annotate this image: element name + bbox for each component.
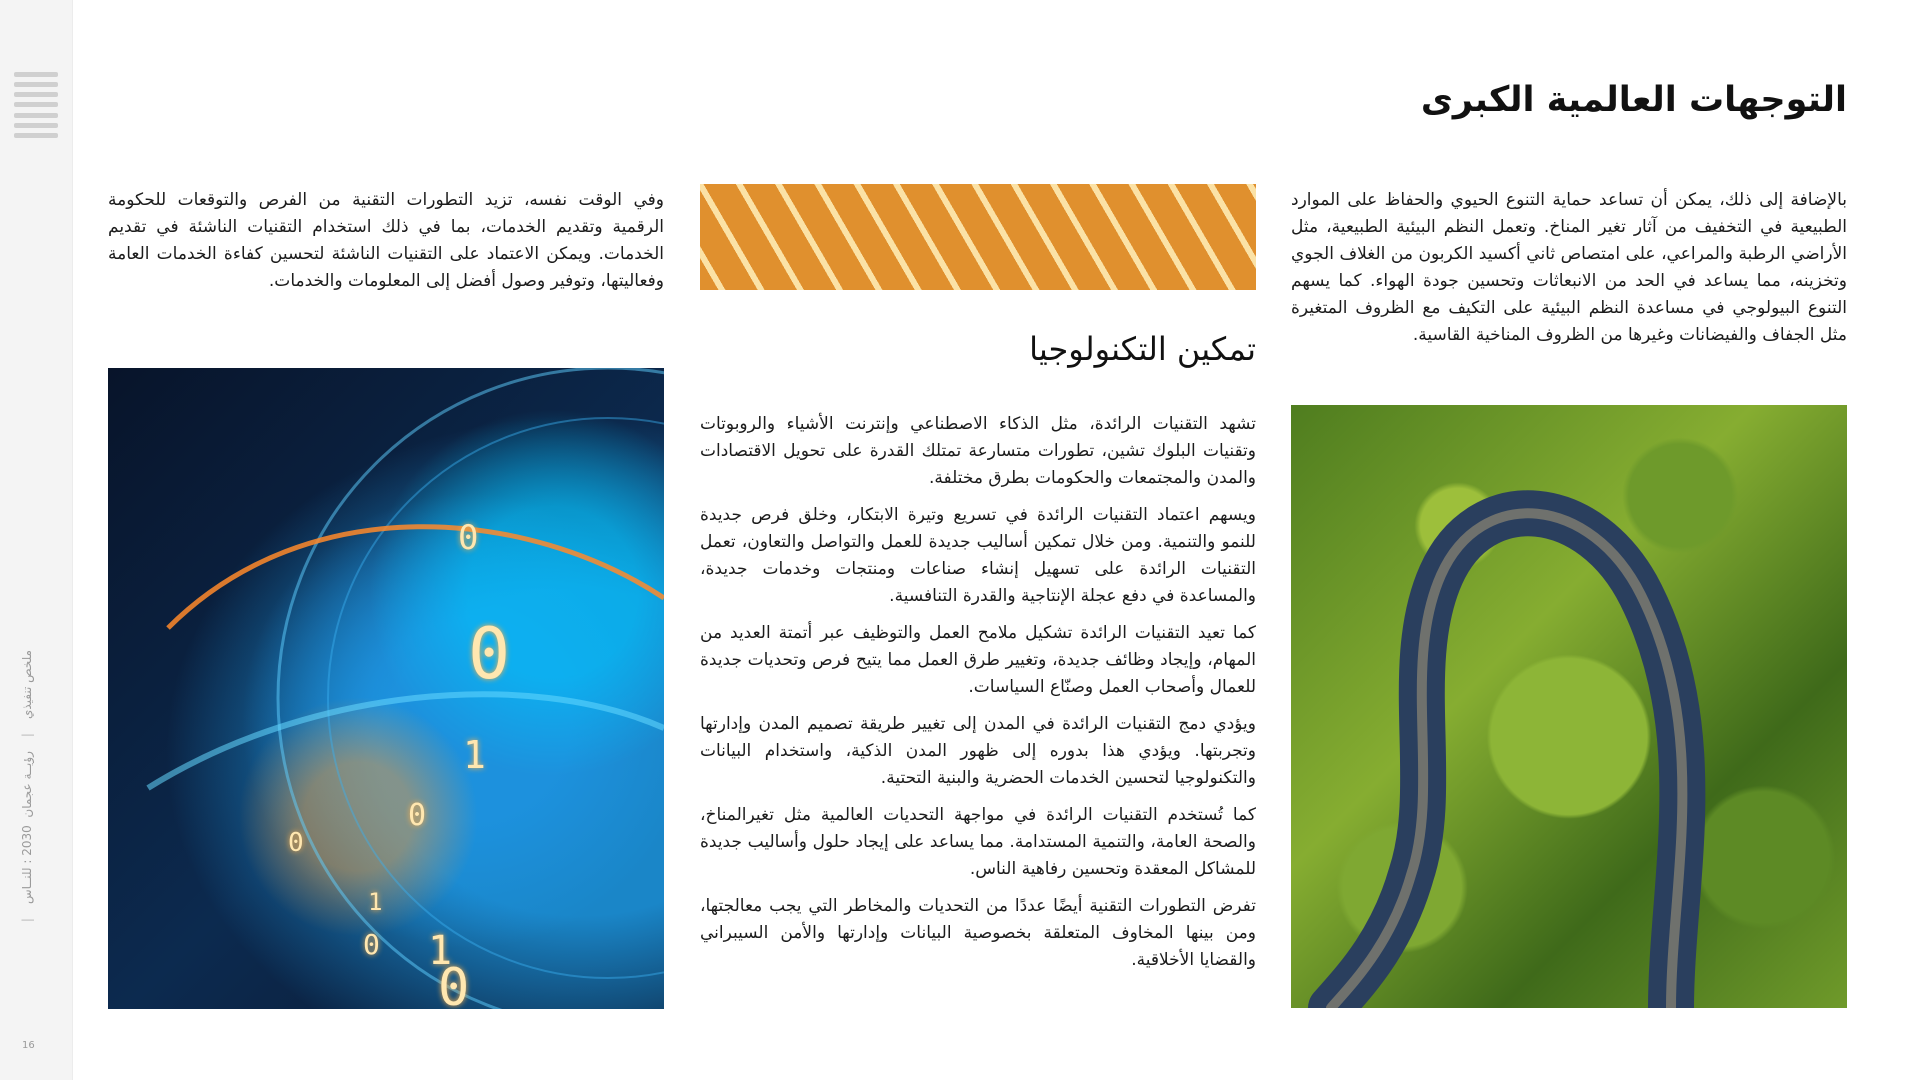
brand-logo xyxy=(14,72,58,138)
page-title: التوجهات العالمية الكبرى xyxy=(1420,80,1847,120)
river-shape xyxy=(1291,405,1847,1008)
binary-glyph: 1 xyxy=(368,888,383,916)
page-number: 16 xyxy=(22,1040,35,1051)
binary-glyph: 0 xyxy=(408,798,427,833)
decorative-pattern-band xyxy=(700,184,1256,290)
digital-government-paragraph: وفي الوقت نفسه، تزيد التطورات التقنية من الفرص والتوقعات للحكومة الرقمية وتقديم الخدمات، بما في ذلك استخدام التقنيات الناشئة في تقديم الخدمات. ويمكن الاعتماد على التقنيات الناشئة لتحسين كفاءة الخدمات العامة وفعاليتها، وتوفير وصول أفضل إلى المعلومات والخدمات. xyxy=(108,190,664,291)
tech-paragraph-4: ويؤدي دمج التقنيات الرائدة في المدن إلى تغيير طريقة تصميم المدن وإدارتها وتجربتها. ويؤدي هذا بدوره إلى ظهور المدن الذكية، واستخدام البيانات والتكنولوجيا لتحسين الخدمات الحضرية والبنية التحتية. xyxy=(700,714,1256,788)
binary-glyph: 1 xyxy=(463,733,486,777)
caption-year: 2030 : للنــاس xyxy=(20,825,34,905)
binary-glyph: 0 xyxy=(468,613,511,695)
binary-glyph: 1 xyxy=(428,928,453,974)
section-subtitle: تمكين التكنولوجيا xyxy=(1029,330,1256,368)
digital-globe-photo xyxy=(108,368,664,1009)
forest-river-photo xyxy=(1291,405,1847,1008)
tech-paragraph-1: تشهد التقنيات الرائدة، مثل الذكاء الاصطناعي وإنترنت الأشياء والروبوتات وتقنيات البلوك تشين، تطورات متسارعة تمتلك القدرة على تحويل الاقتصادات والمدن والمجتمعات والحكومات بطرق مختلفة. xyxy=(700,414,1256,488)
right-column xyxy=(1291,187,1847,349)
sidebar-vertical-caption: ملخص تنفيذي|رؤيــة عجمان 2030 : للنــاس| xyxy=(20,650,34,923)
tech-paragraph-5: كما تُستخدم التقنيات الرائدة في مواجهة التحديات العالمية مثل تغيرالمناخ، والصحة العامة، والتنمية المستدامة. مما يساعد على إيجاد حلول وأساليب جديدة للمشاكل المعقدة وتحسين رفاهية الناس. xyxy=(700,805,1256,879)
tech-paragraph-3: كما تعيد التقنيات الرائدة تشكيل ملامح العمل والتوظيف عبر أتمتة العديد من المهام، وإيجاد وظائف جديدة، وتغيير طرق العمل مما يتيح فرص وتحديات جديدة للعمال وأصحاب العمل وصنّاع السياسات. xyxy=(700,623,1256,697)
binary-glyph: 0 xyxy=(288,828,304,858)
tech-paragraph-6: تفرض التطورات التقنية أيضًا عددًا من التحديات والمخاطر التي يجب معالجتها، ومن بينها المخاوف المتعلقة بخصوصية البيانات وإدارتها والأمن السيبراني والقضايا الأخلاقية. xyxy=(700,896,1256,970)
caption-executive-summary: ملخص تنفيذي xyxy=(20,650,34,720)
globe-rings xyxy=(108,368,664,1009)
binary-glyph: 0 xyxy=(458,518,479,558)
sidebar xyxy=(0,0,73,1080)
binary-glyph: 0 xyxy=(438,958,470,1009)
biodiversity-paragraph: بالإضافة إلى ذلك، يمكن أن تساعد حماية التنوع الحيوي والحفاظ على الموارد الطبيعية في التخفيف من آثار تغير المناخ. وتعمل النظم البيئية الطبيعية، مثل الأراضي الرطبة والمراعي، على امتصاص ثاني أكسيد الكربون من الغلاف الجوي وتخزينه، مما يساعد في الحد من الانبعاثات وتحسين جودة الهواء. كما يسهم التنوع البيولوجي في مساعدة النظم البيئية على التكيف مع الظروف المتغيرة مثل الجفاف والفيضانات وغيرها من الظروف المناخية القاسية. xyxy=(1291,190,1847,345)
caption-vision: رؤيــة عجمان xyxy=(20,751,34,818)
binary-glyph: 0 xyxy=(363,928,380,961)
tech-paragraph-2: ويسهم اعتماد التقنيات الرائدة في تسريع وتيرة الابتكار، وخلق فرص جديدة للنمو والتنمية. ومن خلال تمكين أساليب جديدة للعمل والتواصل والتعاون، تعمل التقنيات الرائدة على تسهيل إنشاء صناعات ومنتجات وخدمات جديدة، والمساعدة في دفع عجلة الإنتاجية والقدرة التنافسية. xyxy=(700,505,1256,606)
left-column xyxy=(108,187,664,295)
technology-text xyxy=(700,411,1256,984)
